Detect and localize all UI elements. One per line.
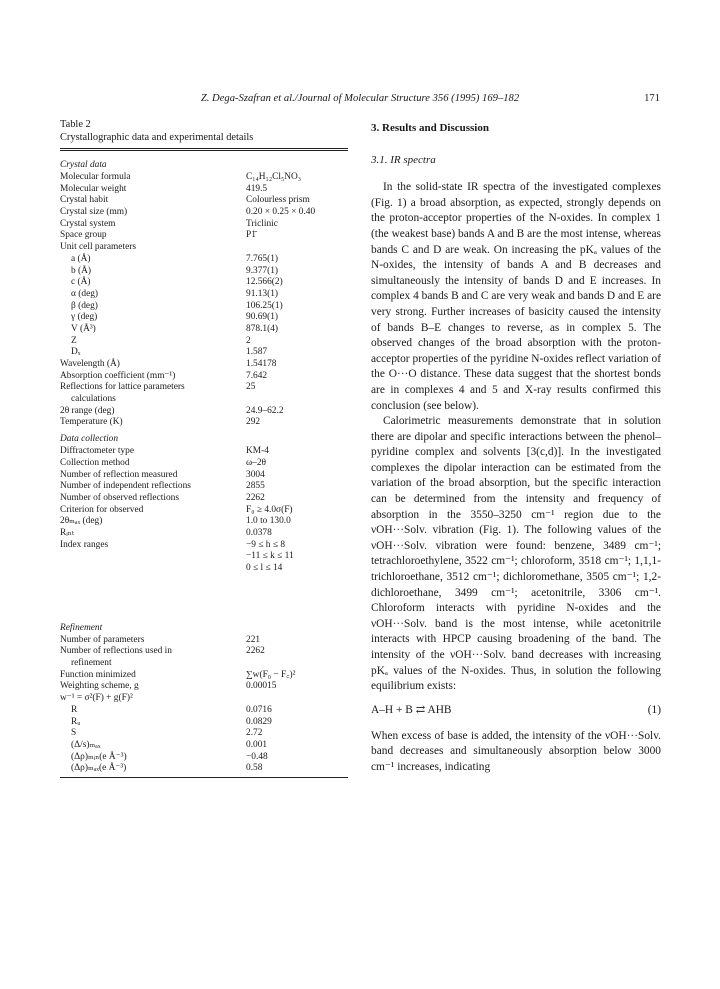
table-row bbox=[60, 751, 348, 763]
running-header bbox=[60, 93, 660, 107]
table-row bbox=[60, 527, 348, 539]
row-label: S bbox=[71, 728, 77, 739]
row-label: 2θ range (deg) bbox=[60, 405, 115, 416]
row-value: ∑w(F₀ − F꜀)² bbox=[246, 669, 296, 680]
row-label: (Δρ)ₘₐₓ(e Å⁻³) bbox=[71, 763, 127, 774]
row-value: 90.69(1) bbox=[246, 312, 279, 323]
row-label: b (Å) bbox=[71, 265, 92, 276]
row-value: 0.20 × 0.25 × 0.40 bbox=[246, 207, 316, 218]
equation-number: (1) bbox=[647, 703, 661, 716]
table-row bbox=[60, 669, 348, 681]
row-label: Absorption coefficient (mm⁻¹) bbox=[60, 370, 176, 381]
paragraph-1: In the solid-state IR spectra of the investigated complexes (Fig. 1) a broad absorption, as expected, strongly depends on the proton-acceptor properties of the N-oxides. In complex 1 (the weakest base) bands A and B are the most intense, whereas bands C and D are weak. On increasing the pKₐ values of the N-oxides, the intensity of bands A and B decreases and simultaneously the intensity of bands D and E increases. In complex 4 bands B and C are very weak and bands D and E are very strong. Further increases of basicity caused the intensity of bands B–E changes to reverse, as in complex 5. The observed changes of the broad absorption with the proton-acceptor properties of the pyridine N-oxides reflect variation of the O···O distance. These data suggest that the shortest bonds are in complexes 4 and 5 and X-ray results confirmed this conclusion (see below). bbox=[371, 181, 661, 412]
table-row bbox=[60, 680, 348, 692]
row-label: Unit cell parameters bbox=[60, 242, 137, 253]
row-label: Weighting scheme, g bbox=[60, 681, 139, 692]
row-label: c (Å) bbox=[71, 277, 91, 288]
table-row bbox=[60, 504, 348, 516]
table-top-rule bbox=[60, 148, 348, 149]
section-heading: 3. Results and Discussion bbox=[371, 122, 489, 134]
row-value: 0.0716 bbox=[246, 704, 272, 715]
row-label: α (deg) bbox=[71, 288, 99, 299]
table-row bbox=[60, 634, 348, 646]
table-row bbox=[60, 183, 348, 195]
table-row bbox=[60, 194, 348, 206]
table-row bbox=[60, 276, 348, 288]
row-value: 292 bbox=[246, 417, 261, 428]
row-label: Reflections for lattice parameters bbox=[60, 382, 185, 393]
paragraph-2: Calorimetric measurements demonstrate that in solution there are dipolar and specific interactions between the phenol–pyridine complex and solvents [3(c,d)]. In the investigated complexes the dipolar interaction can be estimated from the variation of the broad absorption, but the specific interaction can be determined from the intensity and frequency of absorption in the 3550–3250 cm⁻¹ region due to the νOH···Solv. vibration (Fig. 1). The following values of the νOH···Solv. vibration were found: benzene, 3489 cm⁻¹; tetrachloroethylene, 3522 cm⁻¹; chloroform, 3518 cm⁻¹; 1,1,1-trichloroethane, 3512 cm⁻¹; dichloromethane, 3505 cm⁻¹; 1,2-dichloroethane, 3499 cm⁻¹; acetonitrile, 3306 cm⁻¹. Chloroform interacts with pyridine N-oxides and the νOH···Solv. band is the most intense, while acetonitrile interacts with HPCP causing broadening of the band. The intensity of the νOH···Solv. band decreases with increasing pKₐ values of the N-oxides. Thus, in solution the following equilibrium exists: bbox=[371, 415, 661, 693]
row-label: Index ranges bbox=[60, 539, 109, 550]
row-label: Crystal system bbox=[60, 218, 116, 229]
row-label: Dₓ bbox=[71, 347, 81, 358]
row-value: 2855 bbox=[246, 481, 265, 492]
row-value: 7.642 bbox=[246, 370, 268, 381]
table-row bbox=[60, 515, 348, 527]
row-value: 3004 bbox=[246, 469, 265, 480]
row-value: F₀ ≥ 4.0σ(F) bbox=[246, 504, 293, 515]
row-label: Molecular weight bbox=[60, 183, 127, 194]
row-label: Number of observed reflections bbox=[60, 492, 179, 503]
main-text-column bbox=[371, 118, 661, 776]
row-label: Temperature (K) bbox=[60, 417, 123, 428]
table-row bbox=[60, 657, 348, 669]
table-row bbox=[60, 469, 348, 481]
row-value: C₁₄H₁₂Cl₅NO₃ bbox=[246, 172, 302, 182]
equation-1 bbox=[371, 703, 661, 721]
table-row bbox=[60, 300, 348, 312]
row-value: 1.54178 bbox=[246, 359, 277, 369]
row-value: Triclinic bbox=[246, 218, 278, 229]
row-value: 221 bbox=[246, 634, 261, 645]
row-value: 878.1(4) bbox=[246, 323, 279, 334]
row-value: 12.566(2) bbox=[246, 277, 283, 288]
table-row bbox=[60, 562, 348, 574]
table-row bbox=[60, 716, 348, 728]
row-label: Wavelength (Å) bbox=[60, 359, 120, 369]
table-row bbox=[60, 218, 348, 230]
table-row bbox=[60, 445, 348, 457]
table-row bbox=[60, 346, 348, 358]
equation-expression: A–H + B ⇄ AHB bbox=[371, 703, 452, 716]
table-row bbox=[60, 727, 348, 739]
row-value: P1̄ bbox=[246, 230, 256, 241]
table-2 bbox=[60, 118, 348, 778]
row-label: γ (deg) bbox=[71, 312, 98, 323]
row-value: 0.58 bbox=[246, 763, 263, 774]
table-row bbox=[60, 762, 348, 774]
table-row bbox=[60, 265, 348, 277]
table-row bbox=[60, 335, 348, 347]
table-row bbox=[60, 457, 348, 469]
table-row bbox=[60, 358, 348, 370]
table-row bbox=[60, 539, 348, 551]
table-row bbox=[60, 311, 348, 323]
table-row bbox=[60, 206, 348, 218]
row-label: Z bbox=[71, 335, 77, 346]
row-label: a (Å) bbox=[71, 253, 91, 264]
section-title-data-collection: Data collection bbox=[60, 434, 119, 445]
table-row bbox=[60, 171, 348, 183]
table-row bbox=[60, 492, 348, 504]
row-label: Number of reflection measured bbox=[60, 469, 178, 480]
table-row bbox=[60, 393, 348, 405]
table-row bbox=[60, 241, 348, 253]
row-value: 0.00015 bbox=[246, 681, 277, 692]
row-label: Crystal size (mm) bbox=[60, 207, 128, 218]
table-row bbox=[60, 323, 348, 335]
row-label: β (deg) bbox=[71, 300, 98, 311]
row-label: (Δρ)ₘᵢₙ(e Å⁻³) bbox=[71, 751, 127, 762]
row-label: refinement bbox=[71, 658, 112, 669]
row-label: calculations bbox=[71, 394, 116, 405]
table-row bbox=[60, 692, 348, 704]
row-label: w⁻¹ = σ²(F) + g(F)² bbox=[60, 693, 133, 704]
table-label: Table 2 bbox=[60, 119, 91, 130]
row-value: 9.377(1) bbox=[246, 265, 279, 276]
row-value: 0.0829 bbox=[246, 716, 272, 727]
table-row bbox=[60, 405, 348, 417]
row-label: Collection method bbox=[60, 457, 130, 468]
row-label: R bbox=[71, 704, 78, 715]
row-value: 0 ≤ l ≤ 14 bbox=[246, 563, 283, 573]
paragraph-3: When excess of base is added, the intensity of the νOH···Solv. band decreases and simultaneously absorption below 3000 cm⁻¹ increases, indicating bbox=[371, 729, 661, 773]
table-row bbox=[60, 229, 348, 241]
row-value: 2262 bbox=[246, 492, 265, 503]
row-label: Diffractometer type bbox=[60, 446, 135, 457]
table-row bbox=[60, 288, 348, 300]
row-label: Molecular formula bbox=[60, 172, 131, 182]
row-label: Criterion for observed bbox=[60, 504, 144, 515]
row-label: Rᵢₙₜ bbox=[60, 527, 75, 538]
table-row bbox=[60, 645, 348, 657]
row-label: Rᵤ bbox=[71, 716, 81, 727]
table-row bbox=[60, 253, 348, 265]
section-title-refinement: Refinement bbox=[60, 622, 103, 633]
row-value: 419.5 bbox=[246, 183, 268, 194]
row-value: −11 ≤ k ≤ 11 bbox=[246, 551, 294, 562]
page-number: 171 bbox=[644, 93, 660, 104]
table-row bbox=[60, 416, 348, 428]
table-bottom-rule bbox=[60, 777, 348, 778]
row-value: 2.72 bbox=[246, 728, 263, 739]
table-caption: Crystallographic data and experimental details bbox=[60, 132, 254, 143]
row-label: (Δ/s)ₘₐₓ bbox=[71, 739, 101, 750]
row-label: Number of independent reflections bbox=[60, 481, 191, 492]
row-label: Crystal habit bbox=[60, 195, 109, 206]
row-value: Colourless prism bbox=[246, 195, 310, 206]
row-value: 0.001 bbox=[246, 739, 268, 750]
row-value: KM-4 bbox=[246, 446, 269, 457]
row-label: Number of parameters bbox=[60, 634, 145, 645]
row-value: 0.0378 bbox=[246, 527, 272, 538]
row-value: −9 ≤ h ≤ 8 bbox=[246, 539, 286, 550]
data-collection-rows bbox=[60, 445, 348, 574]
journal-citation: Z. Dega-Szafran et al./Journal of Molecular Structure 356 (1995) 169–182 bbox=[200, 93, 520, 104]
row-value: −0.48 bbox=[246, 751, 268, 762]
table-row bbox=[60, 704, 348, 716]
table-row bbox=[60, 739, 348, 751]
row-value: 1.0 to 130.0 bbox=[246, 516, 291, 527]
row-value: 91.13(1) bbox=[246, 288, 279, 299]
table-row bbox=[60, 381, 348, 393]
table-row bbox=[60, 480, 348, 492]
table-row bbox=[60, 370, 348, 382]
row-label: Number of reflections used in bbox=[60, 646, 172, 657]
section-title-crystal-data: Crystal data bbox=[60, 160, 107, 170]
row-value: 24.9–62.2 bbox=[246, 405, 284, 416]
row-value: 7.765(1) bbox=[246, 253, 279, 264]
table-header-rule bbox=[60, 150, 348, 151]
table-row bbox=[60, 550, 348, 562]
row-label: 2θₘₐₓ (deg) bbox=[60, 516, 103, 527]
row-value: 25 bbox=[246, 382, 256, 393]
row-label: V (Å³) bbox=[71, 323, 96, 334]
row-value: 2262 bbox=[246, 646, 265, 657]
row-value: 106.25(1) bbox=[246, 300, 283, 311]
row-value: 1.587 bbox=[246, 347, 268, 358]
refinement-rows bbox=[60, 634, 348, 774]
row-value: 2 bbox=[246, 335, 251, 346]
row-label: Function minimized bbox=[60, 669, 136, 680]
row-label: Space group bbox=[60, 230, 107, 241]
crystal-data-rows bbox=[60, 171, 348, 428]
subsection-heading: 3.1. IR spectra bbox=[371, 153, 436, 166]
row-value: ω–2θ bbox=[246, 457, 267, 468]
